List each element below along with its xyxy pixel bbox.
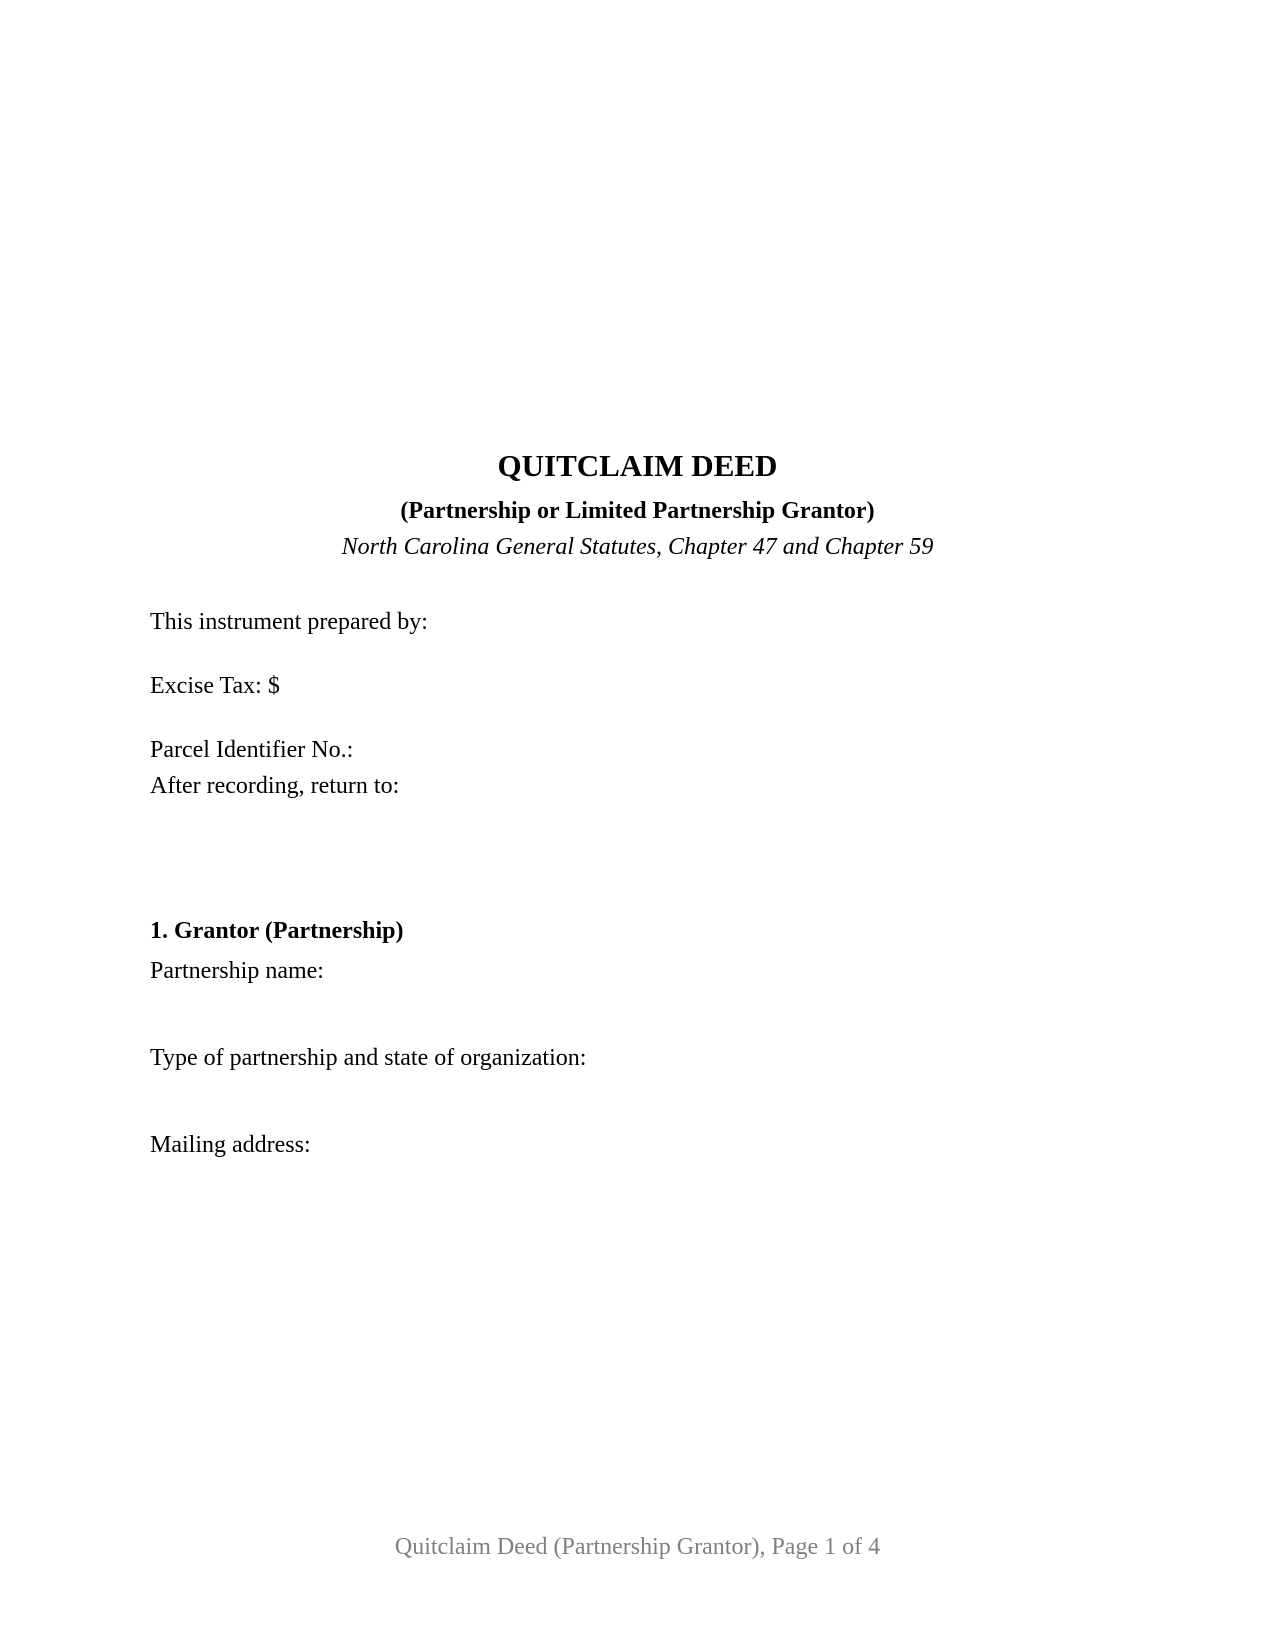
mailing-address-label: Mailing address: [150, 1132, 311, 1158]
partnership-name-label: Partnership name: [150, 958, 324, 984]
statute-reference: North Carolina General Statutes, Chapter 47 and Chapter 59 [341, 534, 934, 560]
prepared-by-label: This instrument prepared by: [150, 609, 428, 635]
document-title: QUITCLAIM DEED [497, 448, 778, 483]
return-to-label: After recording, return to: [150, 773, 400, 799]
page-footer: Quitclaim Deed (Partnership Grantor), Page 1 of 4 [394, 1534, 881, 1560]
partnership-type-state-label: Type of partnership and state of organization: [150, 1045, 587, 1071]
section-heading-grantor: 1. Grantor (Partnership) [150, 918, 404, 944]
title-block [0, 449, 1275, 561]
parcel-identifier-label: Parcel Identifier No.: [150, 737, 354, 763]
excise-tax-label: Excise Tax: $ [150, 673, 280, 699]
document-subtitle: (Partnership or Limited Partnership Grantor) [400, 498, 875, 524]
